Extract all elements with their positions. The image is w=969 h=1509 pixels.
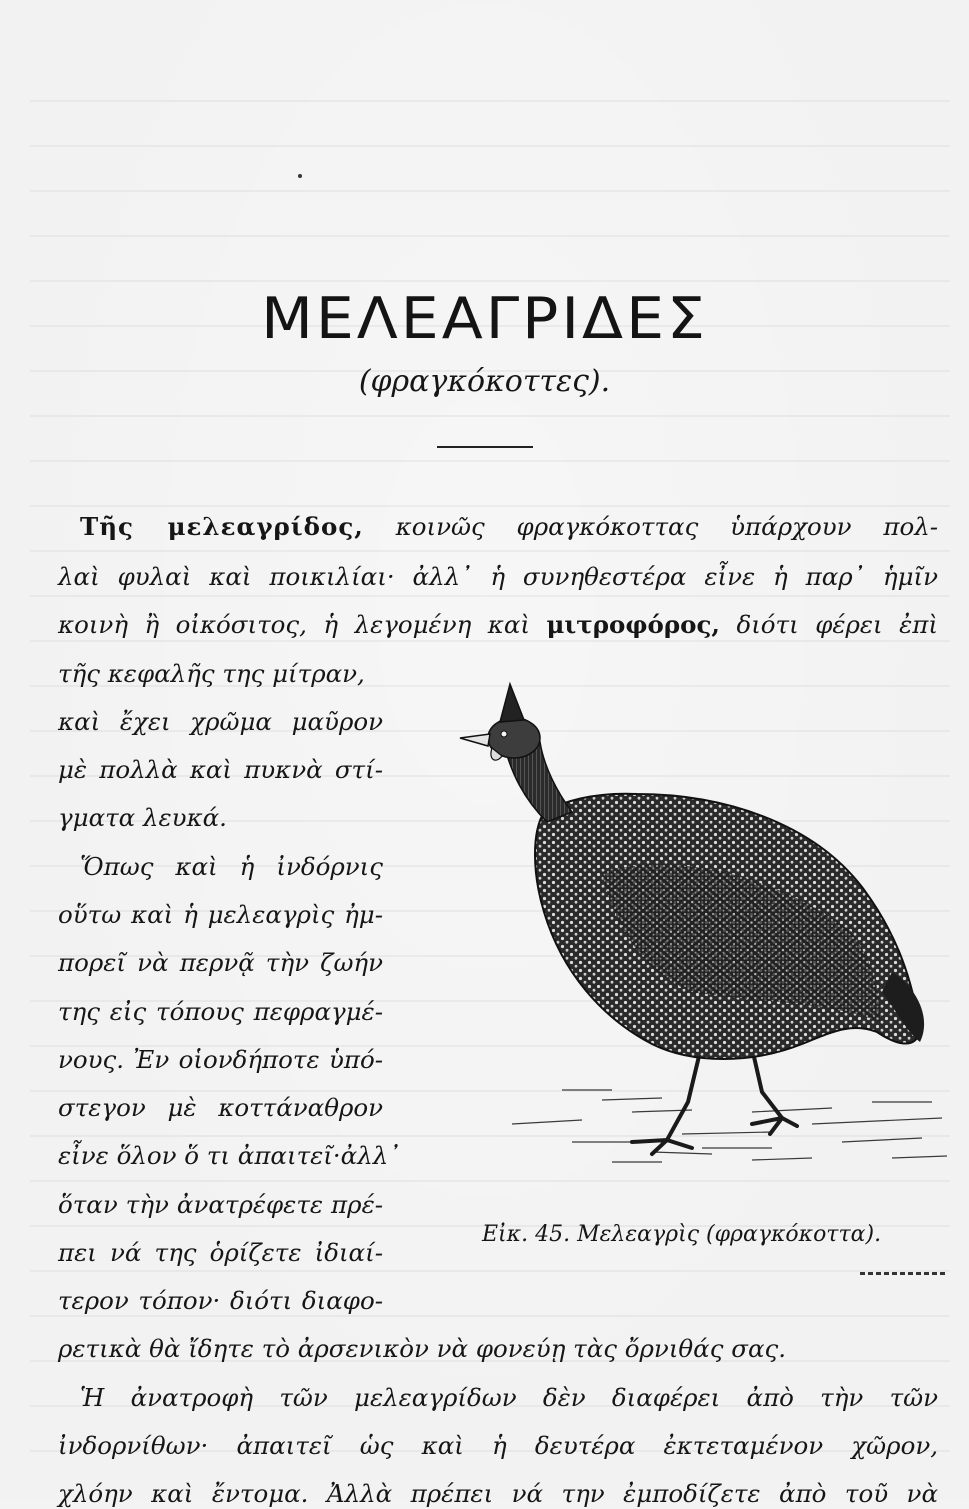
guinea-fowl-illustration — [452, 672, 952, 1212]
text-line: μὲ πολλὰ καὶ πυκνὰ στί- — [58, 755, 383, 784]
text-line: ὅταν τὴν ἀνατρέφετε πρέ- — [58, 1190, 383, 1219]
text-line: ρετικὰ θὰ ἴδητε τὸ ἀρσενικὸν νὰ φονεύῃ τὰς ὄρνιθάς σας. — [58, 1334, 787, 1363]
text-line: γματα λευκά. — [58, 803, 227, 832]
text-line — [58, 512, 938, 542]
text-line: πει νά της ὁρίζετε ἰδιαί- — [58, 1238, 383, 1267]
print-speck — [298, 174, 302, 178]
figure-caption: Εἰκ. 45. Μελεαγρὶς (φραγκόκοττα). — [482, 1222, 882, 1247]
text-span: διότι φέρει ἐπὶ — [736, 610, 938, 639]
text-line: ἰνδορνίθων· ἀπαιτεῖ ὡς καὶ ἡ δευτέρα ἐκτεταμένον χῶρον, — [58, 1431, 938, 1460]
text-line: καὶ ἔχει χρῶμα μαῦρον — [58, 707, 383, 736]
text-line — [58, 610, 938, 640]
text-span: κοινὴ ἢ οἰκόσιτος, ἡ λεγομένη καὶ — [58, 610, 530, 639]
title-rule — [437, 446, 533, 448]
bird-casque — [500, 684, 524, 722]
text-line: πορεῖ νὰ περνᾷ τὴν ζωήν — [58, 948, 383, 977]
page-subtitle: (φραγκόκοττες). — [358, 364, 611, 399]
bold-term: μιτροφόρος, — [546, 610, 720, 639]
text-line: Ἡ ἀνατροφὴ τῶν μελεαγρίδων δὲν διαφέρει ἀπὸ τὴν τῶν — [80, 1383, 938, 1412]
text-line: λαὶ φυλαὶ καὶ ποικιλίαι· ἀλλ᾽ ἡ συνηθεστέρα εἶνε ἡ παρ᾽ ἡμῖν — [58, 562, 938, 591]
text-line: νους. Ἐν οἱονδήποτε ὑπό- — [58, 1045, 383, 1074]
text-line: εἶνε ὅλον ὅ τι ἀπαιτεῖ·ἀλλ᾽ — [58, 1141, 401, 1170]
bird-eye — [501, 731, 507, 737]
text-line: τῆς κεφαλῆς της μίτραν, — [58, 659, 365, 688]
ground-hatching — [512, 1090, 947, 1162]
text-line: τερον τόπον· διότι διαφο- — [58, 1286, 383, 1315]
text-line: χλόην καὶ ἔντομα. Ἀλλὰ πρέπει νά την ἐμποδίζετε ἀπὸ τοῦ νὰ — [58, 1479, 938, 1508]
bird-beak — [460, 734, 490, 746]
text-span: κοινῶς φραγκόκοττας ὑπάρχουν πολ- — [395, 512, 938, 541]
text-line: Ὅπως καὶ ἡ ἰνδόρνις — [80, 852, 383, 881]
text-line: οὕτω καὶ ἡ μελεαγρὶς ἠμ- — [58, 900, 383, 929]
dashed-ornament — [860, 1272, 948, 1275]
text-line: στεγον μὲ κοττάναθρον — [58, 1093, 383, 1122]
text-line: της εἰς τόπους πεφραγμέ- — [58, 997, 383, 1026]
lead-term: Τῆς μελεαγρίδος, — [80, 512, 364, 541]
legs — [632, 1048, 797, 1154]
page-title: ΜΕΛΕΑΓΡΙΔΕΣ — [261, 285, 708, 353]
